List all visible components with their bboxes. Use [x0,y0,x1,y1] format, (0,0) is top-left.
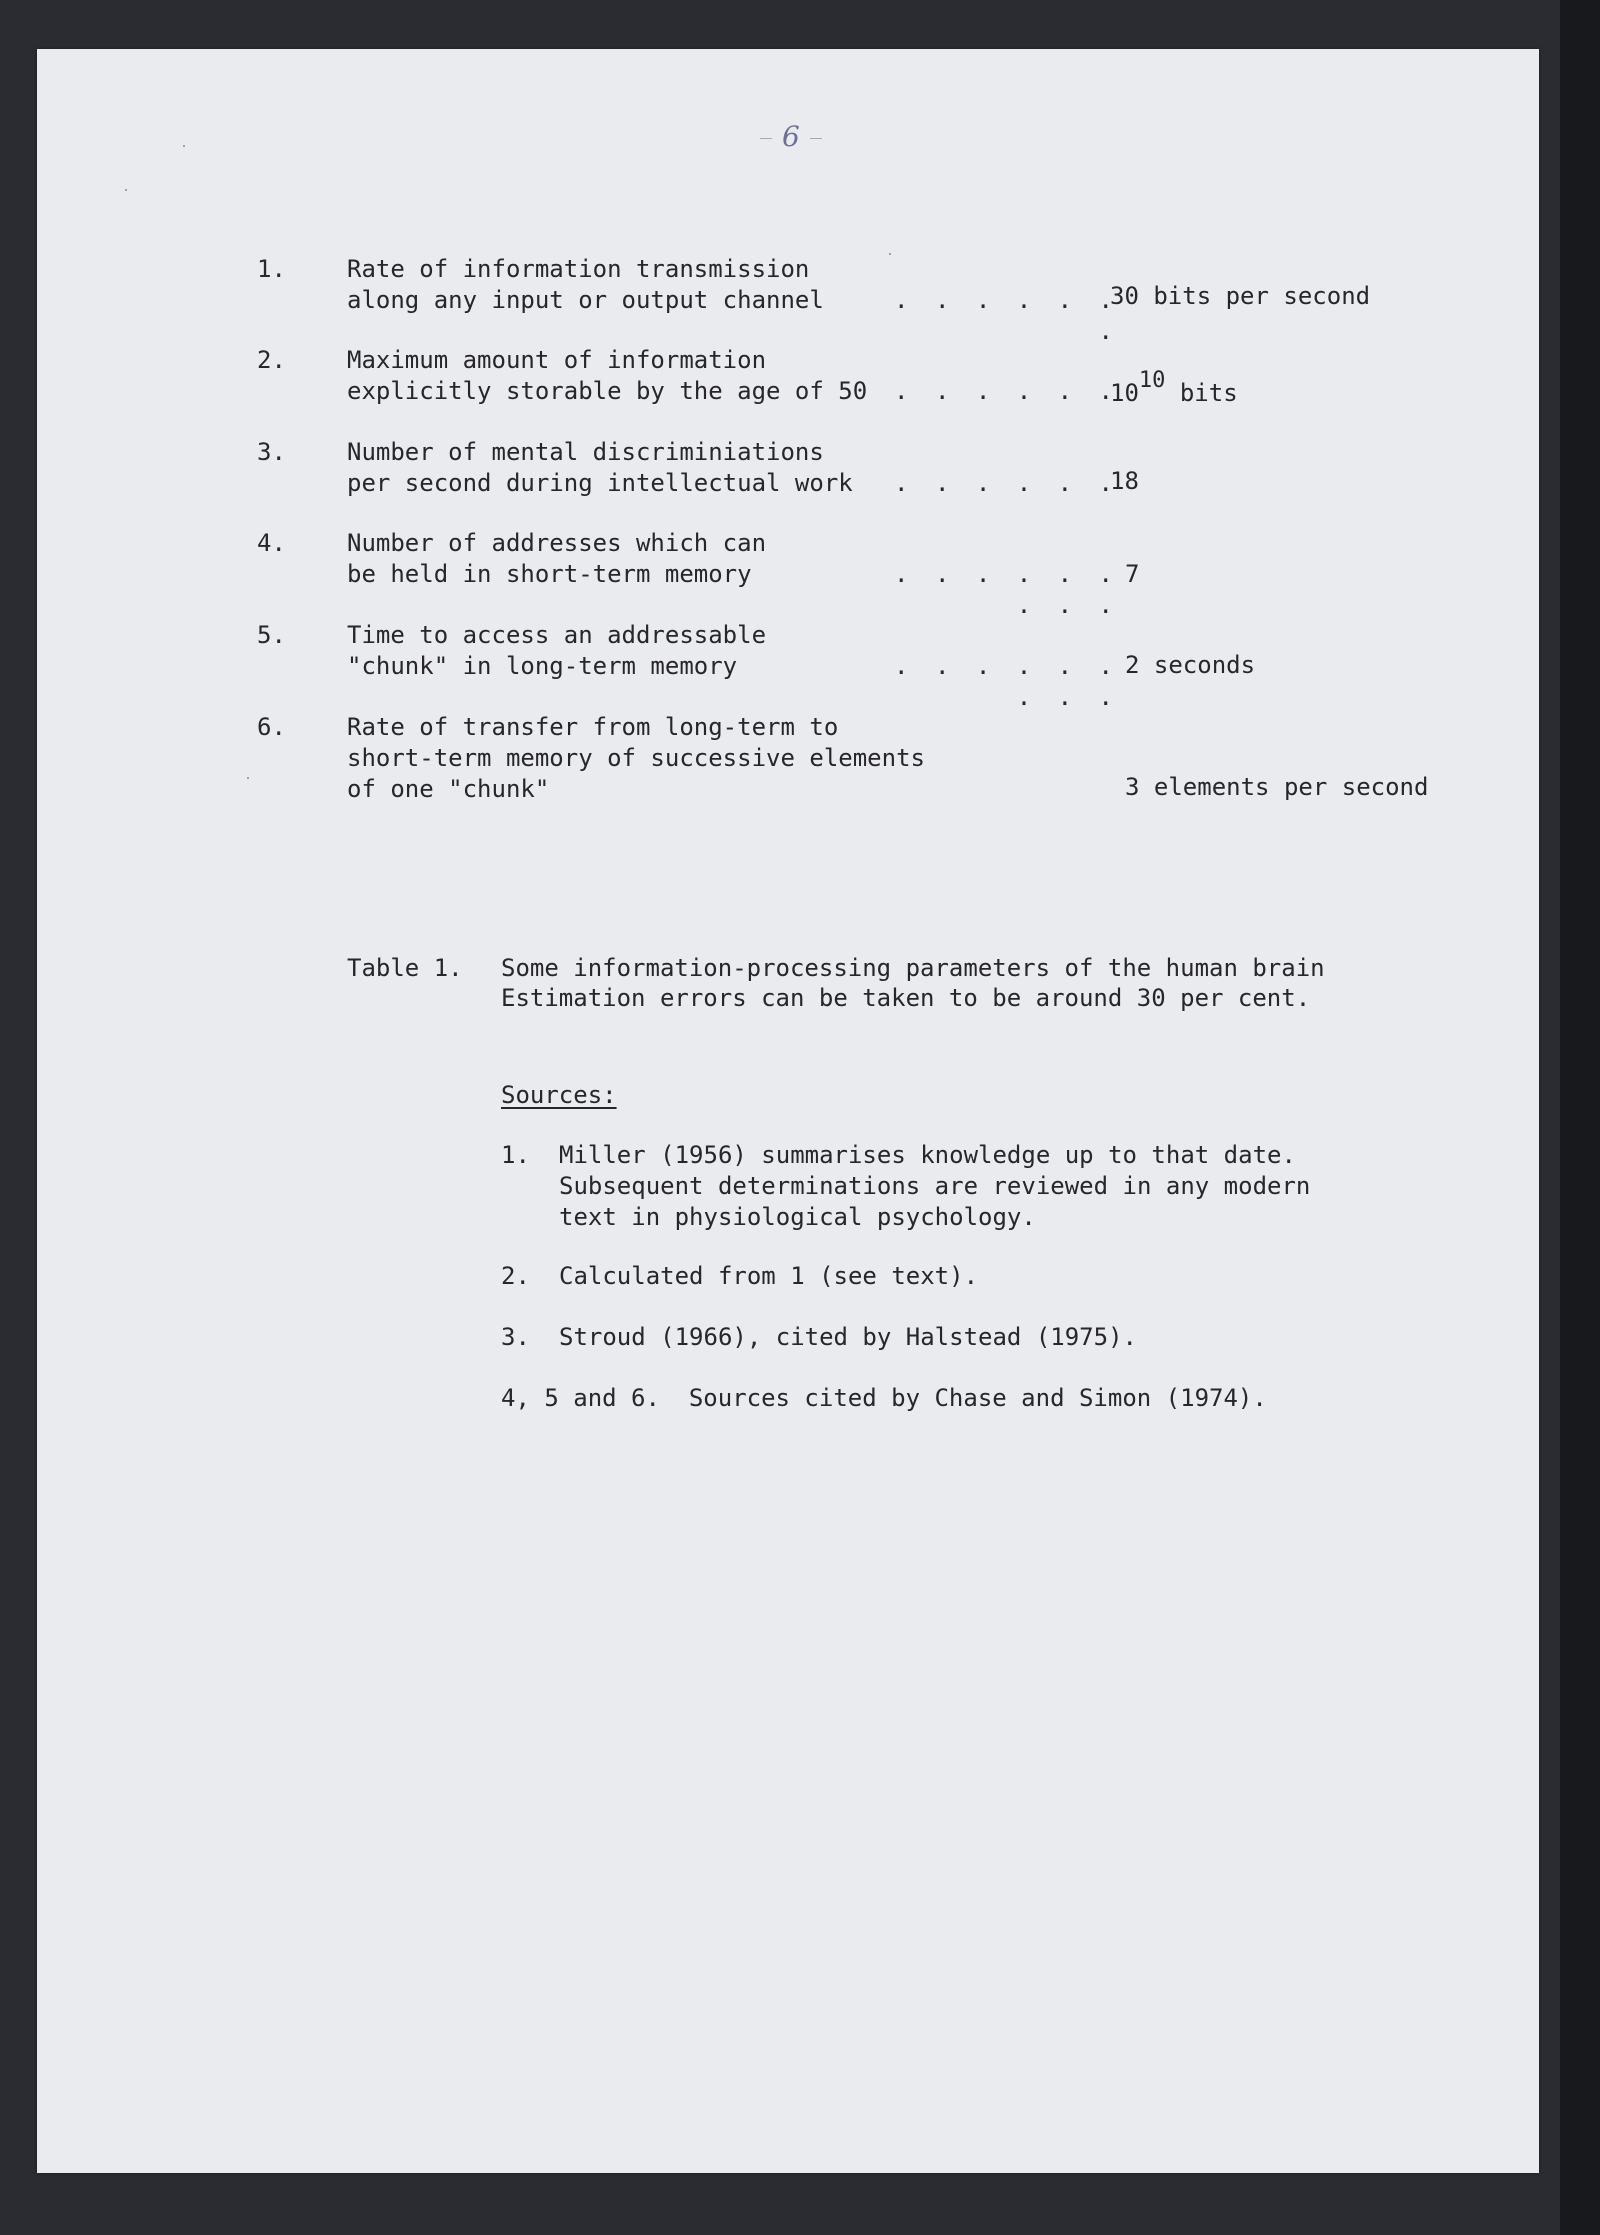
parameter-value: 1010 bits [1110,368,1238,407]
leader-dots: . . . . . . . [894,286,1119,345]
parameter-value: 18 [1110,467,1139,495]
parameter-number: 3. [257,438,286,466]
scanner-backdrop-edge [1560,0,1600,2235]
leader-dots: . . . . . . [894,377,1119,405]
parameter-number: 2. [257,346,286,374]
parameter-number: 6. [257,713,286,741]
parameter-description: Maximum amount of information explicitly storable by the age of 50 [347,346,868,405]
parameter-value: 2 seconds [1125,651,1256,679]
leader-dots: . . . . . . [894,469,1119,497]
caption-label: Table 1. [347,954,463,982]
page-number: 6 [782,120,800,153]
source-item [501,1383,1267,1476]
paper-speck [125,189,127,191]
source-text: Stroud (1966), cited by Halstead (1975). [559,1323,1137,1351]
source-number: 2. [501,1262,530,1290]
parameter-description: Rate of information transmission along any input or output channel [347,255,824,314]
document-page [37,49,1539,2173]
parameter-number: 1. [257,255,286,283]
source-number: 1. [501,1141,530,1169]
parameter-description: Number of mental discriminiations per second during intellectual work [347,438,853,497]
parameter-value: 7 [1125,560,1140,588]
caption-text: Some information-processing parameters of the human brain Estimation errors can be taken to be around 30 per cent. [501,954,1325,1012]
source-number: 3. [501,1323,530,1351]
parameter-number: 5. [257,621,286,649]
leader-dots: . . . . . . . . . [894,652,1119,711]
source-text: 4, 5 and 6. Sources cited by Chase and Simon (1974). [501,1384,1267,1412]
exponent: 10 [1138,368,1166,393]
parameter-description: Number of addresses which can be held in short-term memory [347,529,767,588]
leader-dots: . . . . . . . . . [894,560,1119,619]
parameter-description: Rate of transfer from long-term to short-term memory of successive elements of one "chunk" [347,713,925,803]
paper-speck [183,145,185,147]
source-item [501,1140,1311,1264]
parameter-description: Time to access an addressable "chunk" in long-term memory [347,621,767,680]
parameter-number: 4. [257,529,286,557]
paper-speck [247,777,249,779]
paper-speck [889,253,891,255]
source-text: Miller (1956) summarises knowledge up to that date. Subsequent determinations are reviewed in any modern text in physiological psychology. [559,1141,1311,1231]
sources-heading: Sources: [501,1081,617,1109]
source-text: Calculated from 1 (see text). [559,1262,979,1290]
parameter-value: 3 elements per second [1125,773,1429,801]
parameter-value: 30 bits per second [1110,282,1371,310]
